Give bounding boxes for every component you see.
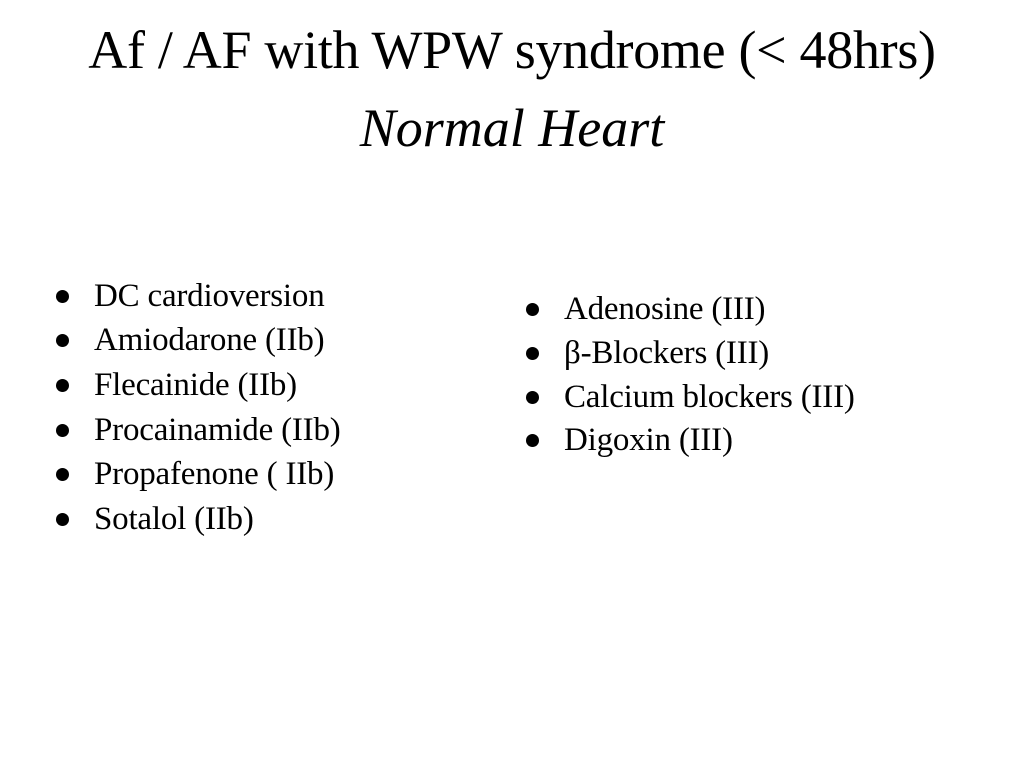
left-bullet-list [56,274,341,542]
list-item [56,363,341,408]
list-item [526,332,855,376]
list-item-text: Procainamide (IIb) [94,411,341,448]
list-item-text: Adenosine (III) [564,291,766,328]
list-item-text: Digoxin (III) [564,422,733,459]
bullet-icon [56,424,69,437]
bullet-icon [526,303,539,316]
list-item-text: Flecainide (IIb) [94,366,297,403]
list-item-text: Sotalol (IIb) [94,500,254,537]
bullet-icon [526,347,539,360]
list-item [526,375,855,419]
bullet-icon [56,290,69,303]
list-item [526,288,855,332]
list-item-text: Amiodarone (IIb) [94,322,325,359]
right-bullet-list [526,288,855,463]
list-item-text: Propafenone ( IIb) [94,456,335,493]
bullet-icon [526,391,539,404]
bullet-icon [526,434,539,447]
list-item [56,274,341,319]
list-item [56,497,341,542]
bullet-icon [56,513,69,526]
list-item-text: DC cardioversion [94,277,325,314]
bullet-icon [56,468,69,481]
list-item [526,419,855,463]
slide-subtitle: Normal Heart [359,98,665,158]
list-item [56,319,341,364]
bullet-icon [56,334,69,347]
slide-title: Af / AF with WPW syndrome (< 48hrs) [88,20,936,80]
list-item-text: β-Blockers (III) [564,335,770,372]
list-item [56,408,341,453]
list-item-text: Calcium blockers (III) [564,378,855,415]
list-item [56,452,341,497]
bullet-icon [56,379,69,392]
